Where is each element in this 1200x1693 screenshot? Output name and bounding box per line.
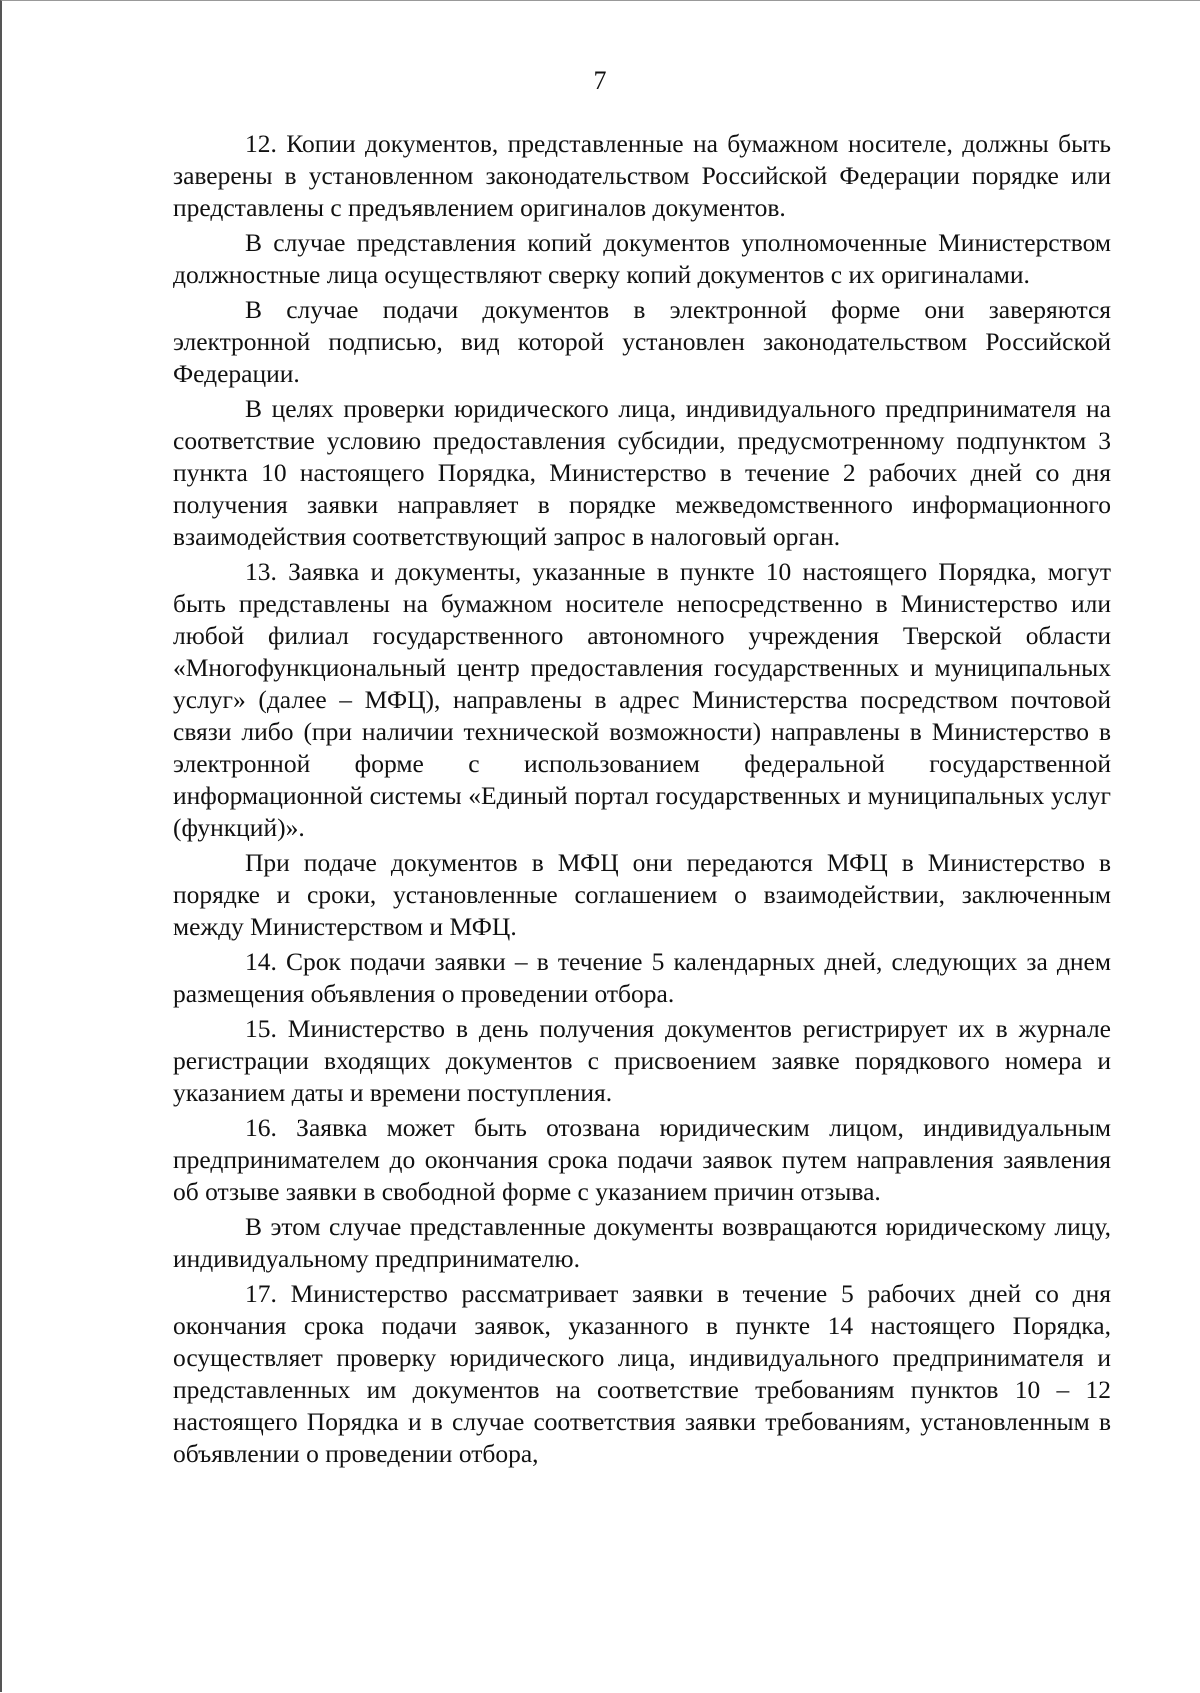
paragraph-13-submission: 13. Заявка и документы, указанные в пункте 10 настоящего Порядка, могут быть представлены на бумажном носителе непосредственно в Министерство или любой филиал государственного автономного учреждения Тверской области «Многофункциональный центр предоставления государственных и муниципальных услуг» (далее – МФЦ), направлены в адрес Министерства посредством почтовой связи либо (при наличии технической возможности) направлены в Министерство в электронной форме с использованием федеральной государственной информационной системы «Единый портал государственных и муниципальных услуг (функций)».	[173, 557, 1111, 842]
paragraph-mfc-transfer: При подаче документов в МФЦ они передаются МФЦ в Министерство в порядке и сроки, установленные соглашением о взаимодействии, заключенным между Министерством и МФЦ.	[173, 848, 1111, 941]
paragraph-tax-request: В целях проверки юридического лица, индивидуального предпринимателя на соответствие условию предоставления субсидии, предусмотренному подпунктом 3 пункта 10 настоящего Порядка, Министерство в течение 2 рабочих дней со дня получения заявки направляет в порядке межведомственного информационного взаимодействия соответствующий запрос в налоговый орган.	[173, 394, 1111, 551]
paragraph-12-copies: 12. Копии документов, представленные на бумажном носителе, должны быть заверены в установленном законодательством Российской Федерации порядке или представлены с предъявлением оригиналов документов.	[173, 129, 1111, 222]
paragraph-16-withdrawal: 16. Заявка может быть отозвана юридическим лицом, индивидуальным предпринимателем до окончания срока подачи заявок путем направления заявления об отзыве заявки в свободной форме с указанием причин отзыва.	[173, 1113, 1111, 1206]
paragraph-15-registration: 15. Министерство в день получения документов регистрирует их в журнале регистрации входящих документов с присвоением заявке порядкового номера и указанием даты и времени поступления.	[173, 1014, 1111, 1107]
paragraph-copies-verification: В случае представления копий документов уполномоченные Министерством должностные лица осуществляют сверку копий документов с их оригиналами.	[173, 228, 1111, 289]
paragraph-17-review: 17. Министерство рассматривает заявки в течение 5 рабочих дней со дня окончания срока подачи заявок, указанного в пункте 14 настоящего Порядка, осуществляет проверку юридического лица, индивидуального предпринимателя и представленных им документов на соответствие требованиям пунктов 10 – 12 настоящего Порядка и в случае соответствия заявки требованиям, установленным в объявлении о проведении отбора,	[173, 1279, 1111, 1468]
page-number: 7	[593, 66, 607, 95]
paragraph-14-deadline: 14. Срок подачи заявки – в течение 5 календарных дней, следующих за днем размещения объявления о проведении отбора.	[173, 947, 1111, 1008]
paragraph-documents-return: В этом случае представленные документы возвращаются юридическому лицу, индивидуальному предпринимателю.	[173, 1212, 1111, 1273]
document-body	[173, 128, 1111, 1473]
paragraph-electronic-signature: В случае подачи документов в электронной форме они заверяются электронной подписью, вид которой установлен законодательством Российской Федерации.	[173, 295, 1111, 388]
